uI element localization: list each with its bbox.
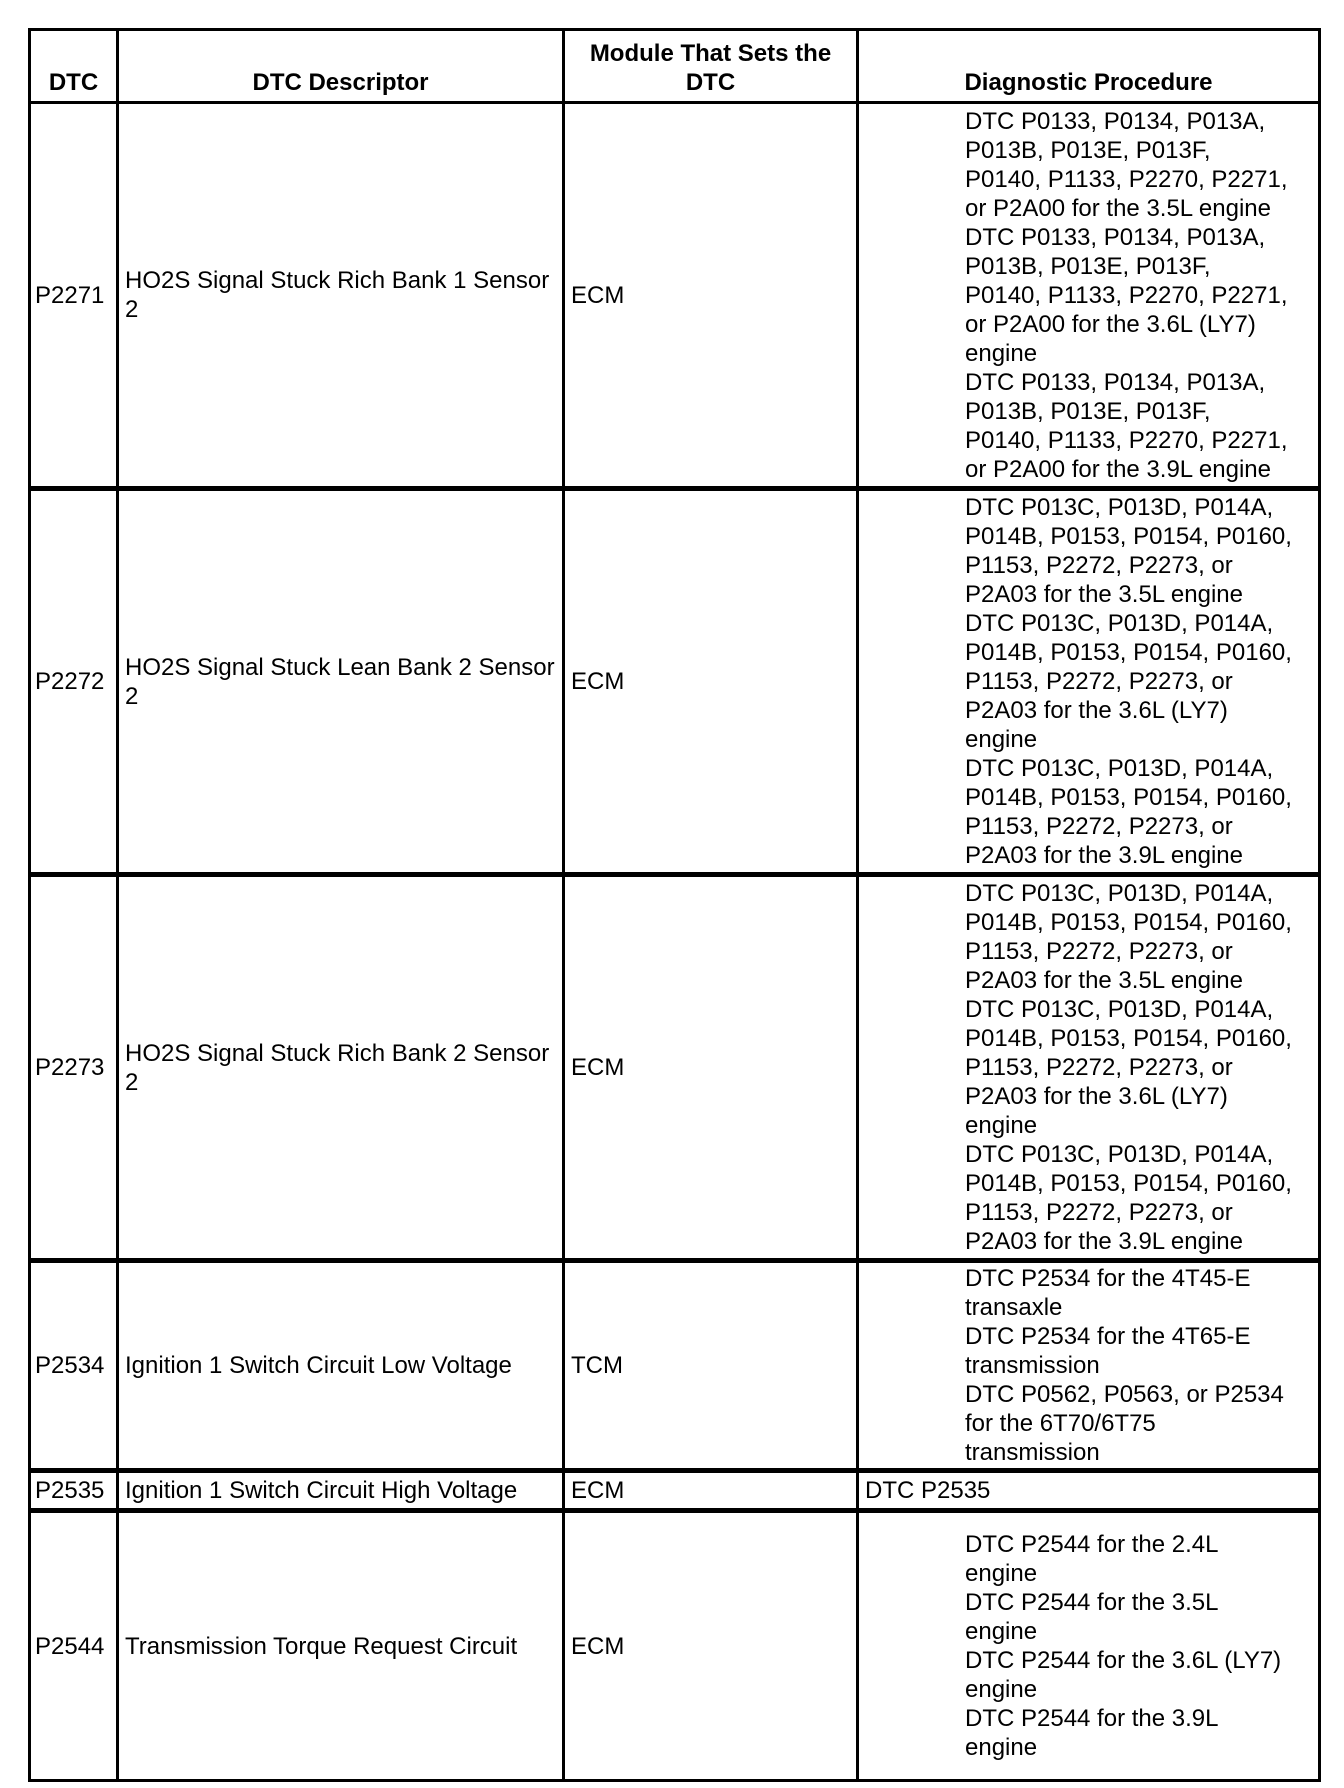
diagnostic-procedure: [858, 489, 1320, 875]
diagnostic-procedure: [858, 103, 1320, 489]
procedure-list: [865, 879, 1314, 1256]
dtc-code: P2535: [30, 1471, 118, 1511]
dtc-module: ECM: [564, 1511, 858, 1781]
procedure-link[interactable]: DTC P0562, P0563, or P2534 for the 6T70/6T75 transmission: [965, 1381, 1284, 1466]
diagnostic-procedure: [858, 1471, 1320, 1511]
procedure-link[interactable]: DTC P2544 for the 2.4L engine: [965, 1531, 1219, 1587]
procedure-link[interactable]: DTC P2534 for the 4T45-E transaxle: [965, 1265, 1251, 1321]
table-header: [30, 30, 1320, 103]
procedure-link[interactable]: DTC P2544 for the 3.5L engine: [965, 1589, 1219, 1645]
dtc-descriptor: HO2S Signal Stuck Lean Bank 2 Sensor 2: [118, 489, 564, 875]
dtc-module: ECM: [564, 489, 858, 875]
diagnostic-procedure: [858, 1261, 1320, 1471]
procedure-list: [865, 1476, 1314, 1505]
dtc-descriptor: Ignition 1 Switch Circuit High Voltage: [118, 1471, 564, 1511]
procedure-link[interactable]: DTC P0133, P0134, P013A, P013B, P013E, P013F, P0140, P1133, P2270, P2271, or P2A00 for the 3.6L (LY7) engine: [965, 223, 1288, 367]
dtc-module: ECM: [564, 875, 858, 1261]
procedure-list: [865, 493, 1314, 870]
procedure-link[interactable]: DTC P013C, P013D, P014A, P014B, P0153, P0154, P0160, P1153, P2272, P2273, or P2A03 for the 3.9L engine: [965, 1141, 1292, 1255]
diagnostic-procedure: [858, 1511, 1320, 1781]
dtc-code: P2273: [30, 875, 118, 1261]
table-row: [30, 489, 1320, 875]
procedure-link[interactable]: DTC P013C, P013D, P014A, P014B, P0153, P0154, P0160, P1153, P2272, P2273, or P2A03 for the 3.5L engine: [965, 494, 1292, 608]
dtc-code: P2544: [30, 1511, 118, 1781]
dtc-descriptor: HO2S Signal Stuck Rich Bank 2 Sensor 2: [118, 875, 564, 1261]
dtc-module: TCM: [564, 1261, 858, 1471]
procedure-list: [865, 1530, 1314, 1762]
dtc-code: P2534: [30, 1261, 118, 1471]
procedure-link[interactable]: DTC P2535: [865, 1477, 991, 1504]
table-row: [30, 1261, 1320, 1471]
procedure-link[interactable]: DTC P013C, P013D, P014A, P014B, P0153, P0154, P0160, P1153, P2272, P2273, or P2A03 for the 3.9L engine: [965, 755, 1292, 869]
procedure-link[interactable]: DTC P2544 for the 3.9L engine: [965, 1705, 1219, 1761]
table-row: [30, 875, 1320, 1261]
table-row: [30, 1471, 1320, 1511]
table-row: [30, 1511, 1320, 1781]
procedure-list: [865, 1264, 1314, 1467]
header-module: Module That Sets the DTC: [564, 30, 858, 103]
dtc-code: P2271: [30, 103, 118, 489]
procedure-link[interactable]: DTC P0133, P0134, P013A, P013B, P013E, P013F, P0140, P1133, P2270, P2271, or P2A00 for the 3.5L engine: [965, 107, 1288, 222]
dtc-module: ECM: [564, 1471, 858, 1511]
header-procedure: Diagnostic Procedure: [858, 30, 1320, 103]
diagnostic-procedure: [858, 875, 1320, 1261]
procedure-link[interactable]: DTC P013C, P013D, P014A, P014B, P0153, P0154, P0160, P1153, P2272, P2273, or P2A03 for the 3.6L (LY7) engine: [965, 610, 1292, 753]
procedure-list: [865, 107, 1314, 484]
dtc-table: [28, 28, 1321, 1782]
procedure-link[interactable]: DTC P013C, P013D, P014A, P014B, P0153, P0154, P0160, P1153, P2272, P2273, or P2A03 for the 3.5L engine: [965, 880, 1292, 994]
header-row: [30, 30, 1320, 103]
table-row: [30, 103, 1320, 489]
dtc-module: ECM: [564, 103, 858, 489]
dtc-descriptor: Ignition 1 Switch Circuit Low Voltage: [118, 1261, 564, 1471]
procedure-link[interactable]: DTC P2544 for the 3.6L (LY7) engine: [965, 1647, 1282, 1703]
header-descriptor: DTC Descriptor: [118, 30, 564, 103]
procedure-link[interactable]: DTC P2534 for the 4T65-E transmission: [965, 1323, 1251, 1379]
header-dtc: DTC: [30, 30, 118, 103]
procedure-link[interactable]: DTC P013C, P013D, P014A, P014B, P0153, P0154, P0160, P1153, P2272, P2273, or P2A03 for the 3.6L (LY7) engine: [965, 996, 1292, 1139]
dtc-descriptor: HO2S Signal Stuck Rich Bank 1 Sensor 2: [118, 103, 564, 489]
procedure-link[interactable]: DTC P0133, P0134, P013A, P013B, P013E, P013F, P0140, P1133, P2270, P2271, or P2A00 for the 3.9L engine: [965, 368, 1288, 483]
table-body: [30, 103, 1320, 1781]
dtc-descriptor: Transmission Torque Request Circuit: [118, 1511, 564, 1781]
dtc-code: P2272: [30, 489, 118, 875]
